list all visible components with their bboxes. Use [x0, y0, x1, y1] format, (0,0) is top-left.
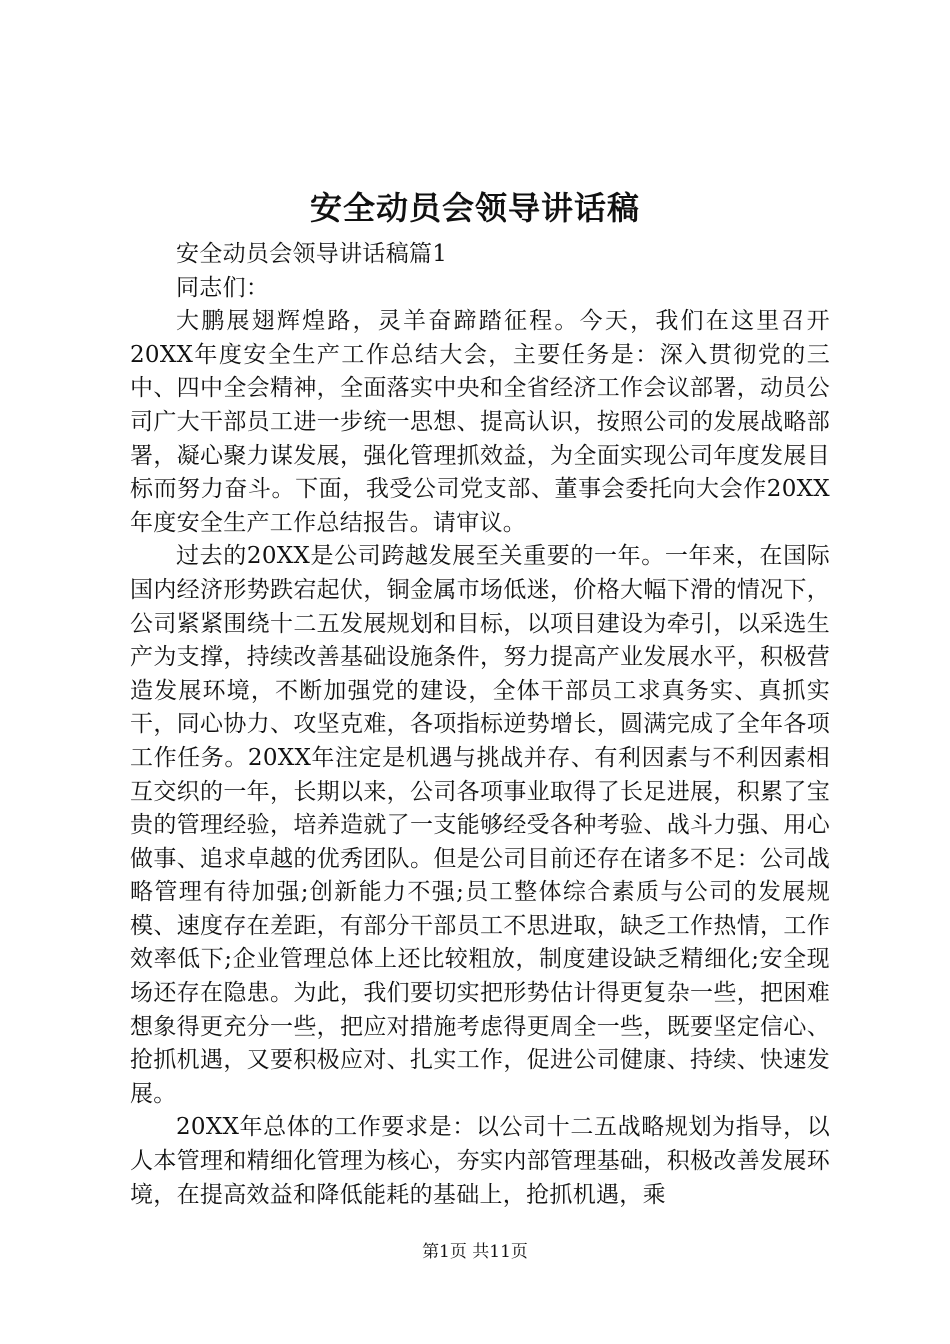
- paragraph-2: 过去的20XX是公司跨越发展至关重要的一年。一年来，在国际国内经济形势跌宕起伏，铜金属市场低迷，价格大幅下滑的情况下，公司紧紧围绕十二五发展规划和目标，以项目建设为牵引，以采选生产为支撑，持续改善基础设施条件，努力提高产业发展水平，积极营造发展环境，不断加强党的建设，全体干部员工求真务实、真抓实干，同心协力、攻坚克难，各项指标逆势增长，圆满完成了全年各项工作任务。20XX年注定是机遇与挑战并存、有利因素与不利因素相互交织的一年，长期以来，公司各项事业取得了长足进展，积累了宝贵的管理经验，培养造就了一支能够经受各种考验、战斗力强、用心做事、追求卓越的优秀团队。但是公司目前还存在诸多不足：公司战略管理有待加强;创新能力不强;员工整体综合素质与公司的发展规模、速度存在差距，有部分干部员工不思进取，缺乏工作热情，工作效率低下;企业管理总体上还比较粗放，制度建设缺乏精细化;安全现场还存在隐患。为此，我们要切实把形势估计得更复杂一些，把困难想象得更充分一些，把应对措施考虑得更周全一些，既要坚定信心、抢抓机遇，又要积极应对、扎实工作，促进公司健康、持续、快速发展。: [130, 543, 830, 1107]
- paragraph-3: 20XX年总体的工作要求是：以公司十二五战略规划为指导，以人本管理和精细化管理为核心，夯实内部管理基础，积极改善发展环境，在提高效益和降低能耗的基础上，抢抓机遇，乘: [130, 1114, 830, 1208]
- document-body: [130, 238, 830, 1212]
- salutation: 同志们：: [176, 274, 270, 301]
- document-title: 安全动员会领导讲话稿: [309, 189, 640, 227]
- paragraph-1: 大鹏展翅辉煌路，灵羊奋蹄踏征程。今天，我们在这里召开20XX年度安全生产工作总结大会，主要任务是：深入贯彻党的三中、四中全会精神，全面落实中央和全省经济工作会议部署，动员公司广大干部员工进一步统一思想、提高认识，按照公司的发展战略部署，凝心聚力谋发展，强化管理抓效益，为全面实现公司年度发展目标而努力奋斗。下面，我受公司党支部、董事会委托向大会作20XX年度安全生产工作总结报告。请审议。: [130, 308, 830, 536]
- page-footer: 第1页 共11页: [422, 1242, 528, 1262]
- section-heading: 安全动员会领导讲话稿篇1: [176, 241, 448, 267]
